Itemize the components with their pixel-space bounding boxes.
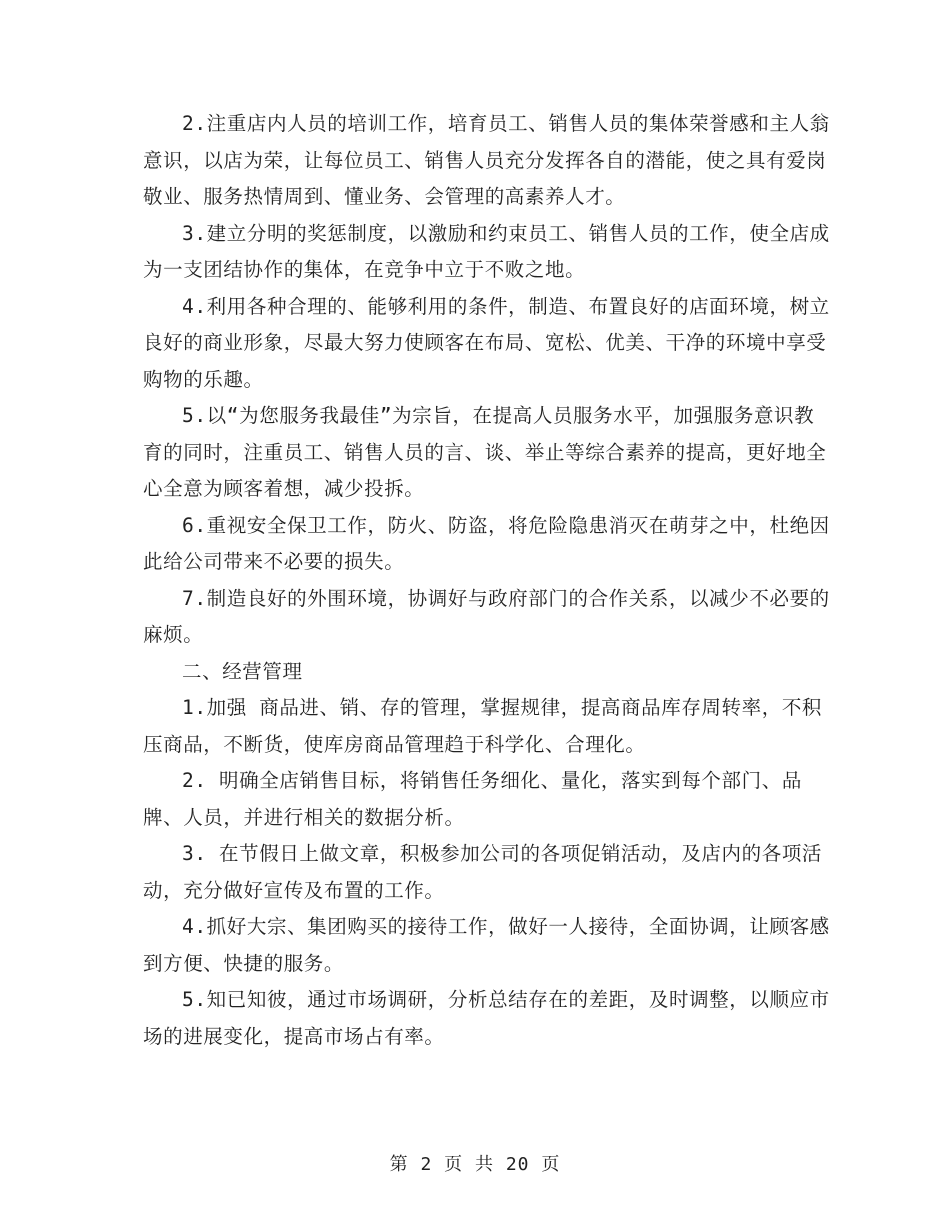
paragraph-holiday: 3. 在节假日上做文章，积极参加公司的各项促销活动，及店内的各项活动，充分做好宣传及布置的工作。 <box>143 842 823 902</box>
paragraph-rewards: 3.建立分明的奖惩制度，以激励和约束员工、销售人员的工作，使全店成为一支团结协作的集体，在竞争中立于不败之地。 <box>143 221 830 281</box>
paragraph-external: 7.制造良好的外围环境，协调好与政府部门的合作关系，以减少不必要的麻烦。 <box>143 586 830 646</box>
paragraph-security: 6.重视安全保卫工作，防火、防盗，将危险隐患消灭在萌芽之中，杜绝因此给公司带来不必要的损失。 <box>143 513 830 573</box>
paragraph-market: 5.知已知彼，通过市场调研，分析总结存在的差距，及时调整，以顺应市场的进展变化，提高市场占有率。 <box>143 988 830 1048</box>
paragraph-training: 2.注重店内人员的培训工作，培育员工、销售人员的集体荣誉感和主人翁意识，以店为荣，让每位员工、销售人员充分发挥各自的潜能，使之具有爱岗敬业、服务热情周到、懂业务、会管理的高素养人才。 <box>143 112 830 208</box>
document-body <box>143 106 833 1055</box>
page-number-footer: 第 2 页 共 20 页 <box>389 1154 561 1175</box>
paragraph-service: 5.以“为您服务我最佳”为宗旨，在提高人员服务水平，加强服务意识教育的同时，注重员工、销售人员的言、谈、举止等综合素养的提高，更好地全心全意为顾客着想，减少投拆。 <box>143 404 827 500</box>
paragraph-inventory: 1.加强 商品进、销、存的管理，掌握规律，提高商品库存周转率，不积压商品，不断货，使库房商品管理趋于科学化、合理化。 <box>143 696 823 756</box>
paragraph-environment: 4.利用各种合理的、能够利用的条件，制造、布置良好的店面环境，树立良好的商业形象，尽最大努力使顾客在布局、宽松、优美、干净的环境中享受购物的乐趣。 <box>143 294 830 391</box>
paragraph-sales-target: 2. 明确全店销售目标，将销售任务细化、量化，落实到每个部门、品牌、人员，并进行相关的数据分析。 <box>143 769 802 829</box>
paragraph-group-purchase: 4.抓好大宗、集团购买的接待工作，做好一人接待，全面协调，让顾客感到方便、快捷的服务。 <box>143 915 830 975</box>
section-heading-operations: 二、经营管理 <box>182 659 303 683</box>
